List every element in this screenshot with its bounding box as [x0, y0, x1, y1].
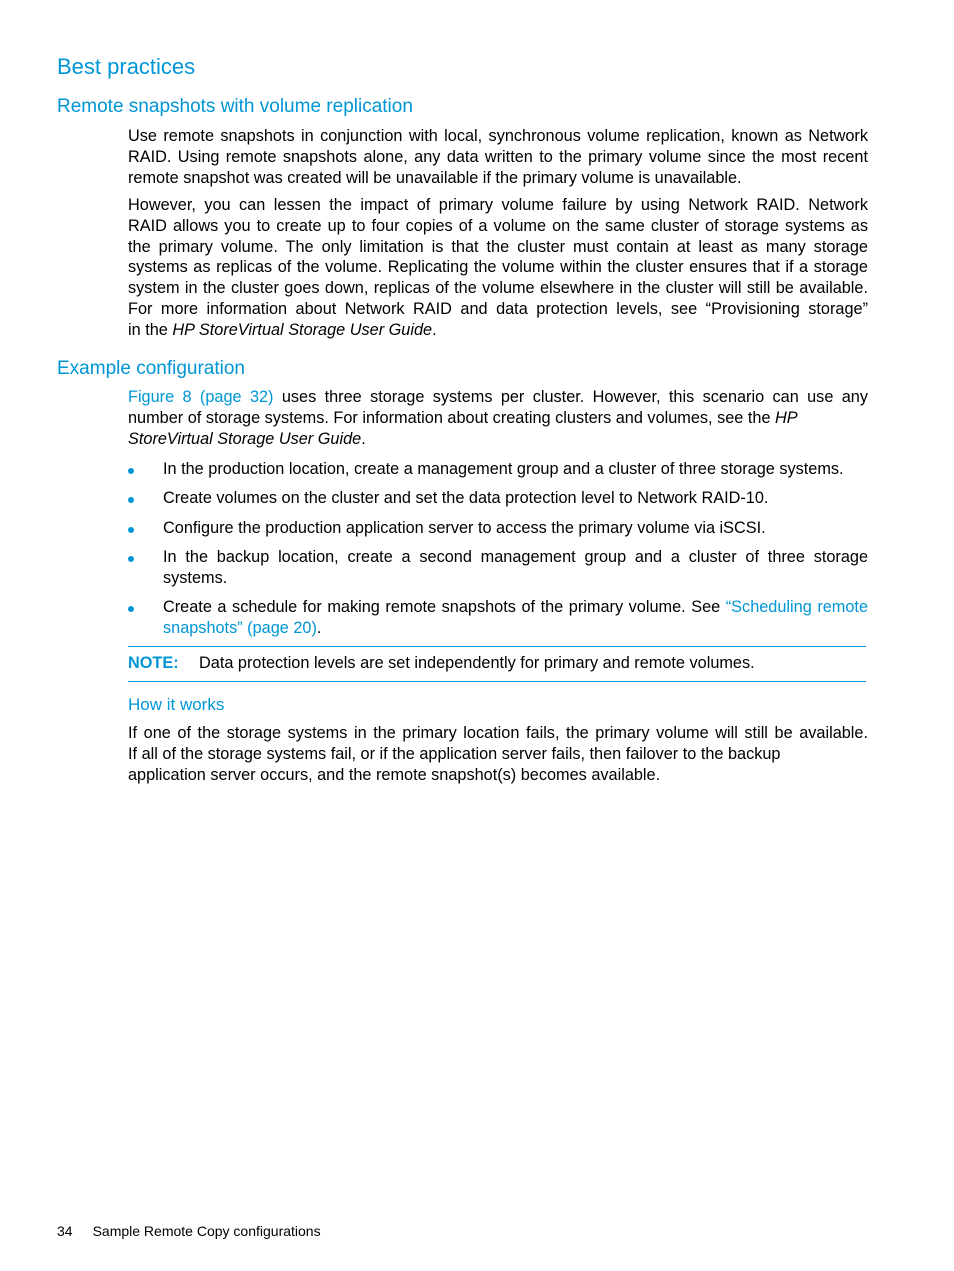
list-item-text — [163, 597, 868, 618]
text-line: systems as replicas of the volume. Replicating the volume within the cluster ensures that if a storage — [128, 258, 868, 277]
bullet-icon — [128, 527, 134, 533]
chapter-title: Sample Remote Copy configurations — [92, 1223, 321, 1239]
text-fragment: Create a schedule for making remote snapshots of the primary volume. See — [163, 598, 726, 617]
list-item — [128, 597, 868, 639]
section-title-remote-snapshots: Remote snapshots with volume replication — [57, 96, 413, 117]
bullet-icon — [128, 497, 134, 503]
note-text: Data protection levels are set independently for primary and remote volumes. — [199, 654, 755, 672]
list-item-text — [163, 618, 868, 639]
scheduling-remote-snapshots-link[interactable]: “Scheduling remote — [725, 598, 868, 617]
bullet-icon — [128, 468, 134, 474]
text-fragment: uses three storage systems per cluster. However, this scenario can use any — [273, 388, 868, 406]
paragraph-example-intro — [128, 387, 868, 449]
page-heading: Best practices — [57, 54, 196, 79]
paragraph-remote-snapshots-1 — [128, 126, 868, 188]
scheduling-remote-snapshots-link-continued[interactable]: snapshots” (page 20) — [163, 619, 317, 638]
text-line: However, you can lessen the impact of primary volume failure by using Network RAID. Network — [128, 196, 868, 214]
text-line: system in the cluster goes down, replicas of the volume elsewhere in the cluster will still be available. — [128, 279, 868, 298]
text-line — [128, 320, 868, 341]
text-line — [128, 387, 868, 408]
list-item — [128, 547, 868, 589]
text-line: For more information about Network RAID and data protection levels, see “Provisioning storage” — [128, 299, 868, 318]
configuration-steps-list — [128, 459, 868, 648]
guide-title: HP — [775, 408, 798, 427]
list-item — [128, 518, 868, 539]
text-fragment: . — [316, 619, 322, 638]
text-line: application server occurs, and the remote snapshot(s) becomes available. — [128, 765, 661, 784]
paragraph-remote-snapshots-2 — [128, 195, 868, 341]
text-line: If all of the storage systems fail, or if the application server fails, then failover to the backup — [128, 744, 781, 763]
page-footer — [57, 1222, 321, 1240]
text-line: If one of the storage systems in the primary location fails, the primary volume will still be available. — [128, 724, 868, 742]
text-line — [128, 408, 868, 429]
figure-8-link[interactable]: Figure 8 (page 32) — [128, 388, 274, 406]
text-line: the primary volume. The only limitation is that the cluster must contain at least as many storage — [128, 237, 868, 256]
list-item — [128, 488, 868, 509]
subsection-title-how-it-works: How it works — [128, 695, 225, 714]
list-item-text: systems. — [163, 568, 228, 587]
list-item-text: Create volumes on the cluster and set the data protection level to Network RAID-10. — [163, 489, 769, 508]
list-item-text: In the production location, create a management group and a cluster of three storage systems. — [163, 460, 844, 478]
text-fragment: in the — [128, 320, 173, 339]
text-line: RAID. Using remote snapshots alone, any data written to the primary volume since the most recent — [128, 147, 868, 166]
text-line: remote snapshot was created will be unavailable if the primary volume is unavailable. — [128, 168, 742, 187]
section-title-example-configuration: Example configuration — [57, 358, 245, 379]
list-item-text: Configure the production application server to access the primary volume via iSCSI. — [163, 518, 766, 537]
text-line — [128, 429, 868, 450]
text-line: Use remote snapshots in conjunction with local, synchronous volume replication, known as Network — [128, 127, 868, 145]
bullet-icon — [128, 606, 134, 612]
note-box — [128, 646, 866, 682]
text-fragment: . — [432, 320, 437, 339]
bullet-icon — [128, 556, 134, 562]
text-fragment: number of storage systems. For information about creating clusters and volumes, see the — [128, 408, 776, 427]
note-label: NOTE: — [128, 654, 179, 672]
guide-title: StoreVirtual Storage User Guide — [128, 429, 362, 448]
text-line: RAID allows you to create up to four copies of a volume on the same cluster of storage systems as — [128, 216, 868, 235]
list-item — [128, 459, 868, 480]
page-number: 34 — [57, 1223, 73, 1239]
text-fragment: . — [361, 429, 366, 448]
paragraph-how-it-works — [128, 723, 868, 785]
list-item-text: In the backup location, create a second management group and a cluster of three storage — [163, 548, 868, 567]
guide-title: HP StoreVirtual Storage User Guide — [172, 320, 433, 339]
